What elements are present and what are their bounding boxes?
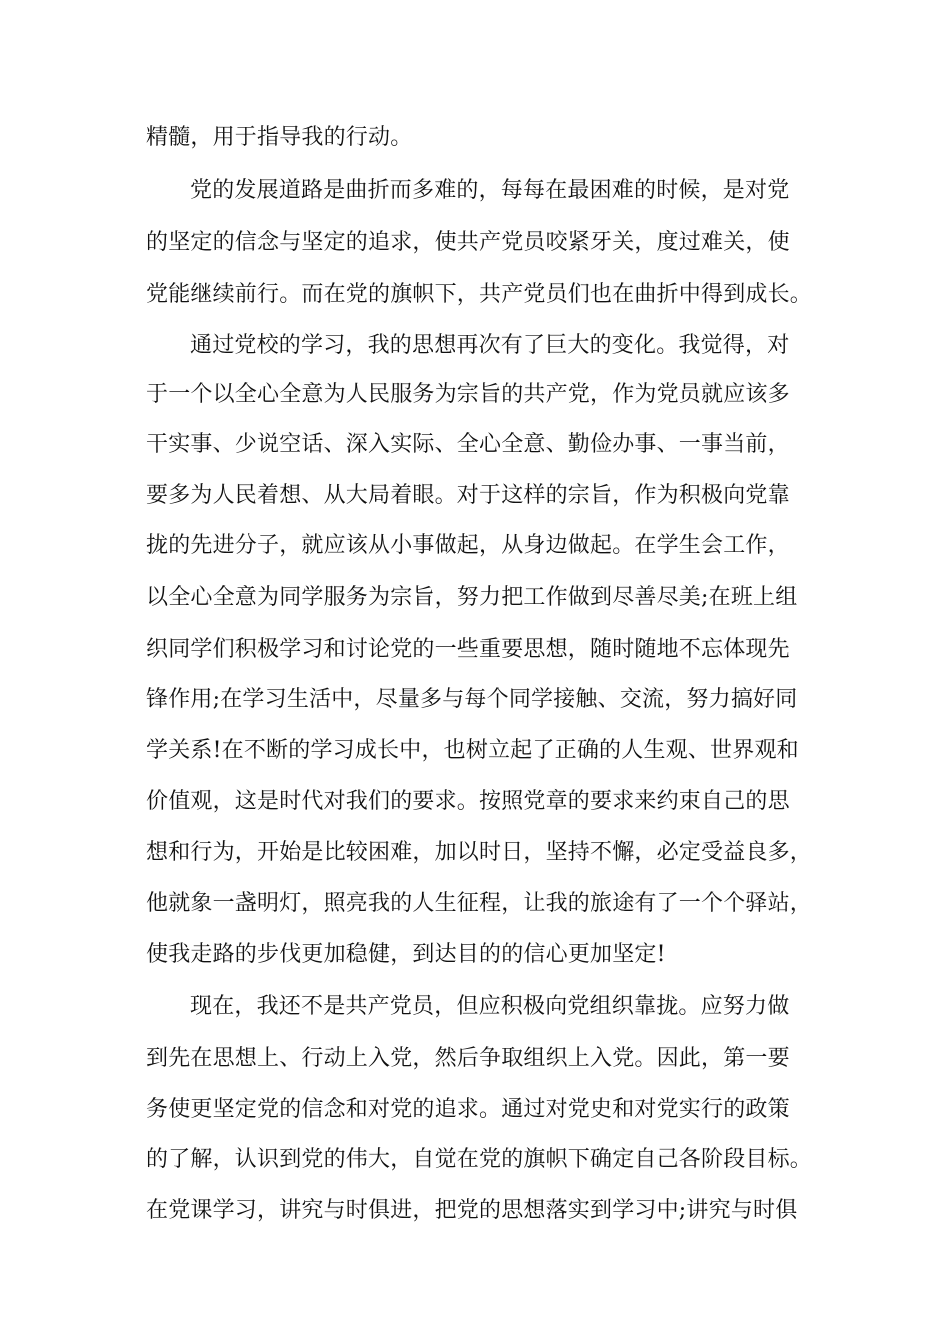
text-line: 务使更坚定党的信念和对党的追求。通过对党史和对党实行的政策	[146, 1097, 790, 1122]
paragraph-start-line: 党的发展道路是曲折而多难的，每每在最困难的时候，是对党	[190, 178, 790, 203]
text-line: 拢的先进分子，就应该从小事做起，从身边做起。在学生会工作，	[146, 533, 790, 558]
paragraph-start-line: 通过党校的学习，我的思想再次有了巨大的变化。我觉得，对	[190, 333, 790, 358]
text-line: 以全心全意为同学服务为宗旨，努力把工作做到尽善尽美;在班上组	[146, 585, 798, 610]
text-line: 党能继续前行。而在党的旗帜下，共产党员们也在曲折中得到成长。	[146, 282, 813, 307]
text-line: 的坚定的信念与坚定的追求，使共产党员咬紧牙关，度过难关，使	[146, 230, 790, 255]
text-line: 他就象一盏明灯，照亮我的人生征程，让我的旅途有了一个个驿站，	[146, 891, 813, 916]
text-line: 想和行为，开始是比较困难，加以时日，坚持不懈，必定受益良多，	[146, 840, 813, 865]
text-line: 使我走路的步伐更加稳健，到达目的的信心更加坚定!	[146, 942, 666, 967]
text-line: 干实事、少说空话、深入实际、全心全意、勤俭办事、一事当前，	[146, 432, 790, 457]
text-line: 学关系!在不断的学习成长中，也树立起了正确的人生观、世界观和	[146, 738, 799, 763]
text-line: 价值观，这是时代对我们的要求。按照党章的要求来约束自己的思	[146, 789, 790, 814]
text-line: 要多为人民着想、从大局着眼。对于这样的宗旨，作为积极向党靠	[146, 483, 790, 508]
text-line: 于一个以全心全意为人民服务为宗旨的共产党，作为党员就应该多	[146, 382, 790, 407]
text-line: 精髓，用于指导我的行动。	[146, 125, 413, 150]
text-line: 锋作用;在学习生活中，尽量多与每个同学接触、交流，努力搞好同	[146, 687, 798, 712]
text-line: 到先在思想上、行动上入党，然后争取组织上入党。因此，第一要	[146, 1046, 790, 1071]
text-line: 在党课学习，讲究与时俱进，把党的思想落实到学习中;讲究与时俱	[146, 1198, 798, 1223]
text-line: 织同学们积极学习和讨论党的一些重要思想，随时随地不忘体现先	[146, 637, 790, 662]
paragraph-start-line: 现在，我还不是共产党员，但应积极向党组织靠拢。应努力做	[190, 994, 790, 1019]
text-line: 的了解，认识到党的伟大，自觉在党的旗帜下确定自己各阶段目标。	[146, 1147, 813, 1172]
